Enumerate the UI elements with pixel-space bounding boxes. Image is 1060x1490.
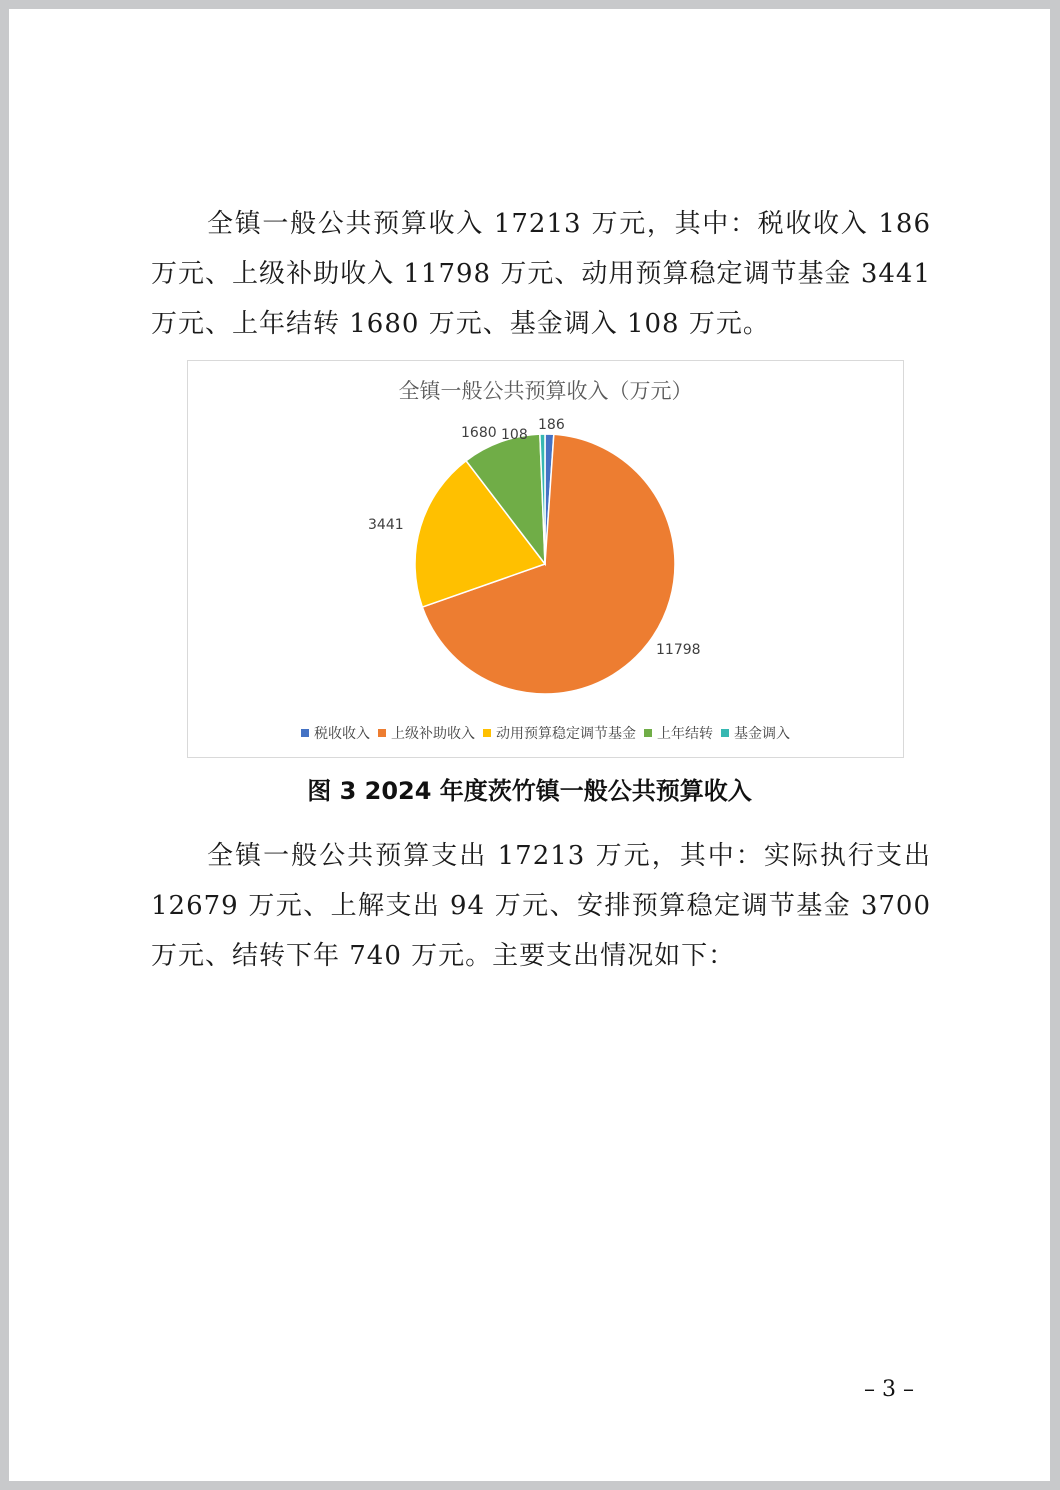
income-pie-chart: [187, 360, 904, 758]
chart-legend: [188, 723, 903, 743]
data-label-3: 3441: [368, 517, 404, 533]
legend-item-5: [721, 723, 790, 743]
pie-svg: [188, 361, 903, 757]
figure-caption: 图 3 2024 年度茨竹镇一般公共预算收入: [307, 777, 752, 805]
legend-label-4: 上年结转: [657, 726, 713, 742]
legend-label-2: 上级补助收入: [391, 726, 475, 742]
legend-label-1: 税收收入: [314, 726, 370, 742]
legend-swatch-1: [301, 729, 309, 737]
legend-swatch-5: [721, 729, 729, 737]
data-label-1: 186: [538, 417, 565, 433]
legend-label-3: 动用预算稳定调节基金: [496, 726, 636, 742]
legend-item-4: [644, 723, 713, 743]
legend-item-3: [483, 723, 636, 743]
legend-item-1: [301, 723, 370, 743]
data-label-5: 108: [501, 427, 528, 443]
data-label-2: 11798: [656, 642, 701, 658]
document-page: [9, 9, 1050, 1481]
legend-swatch-4: [644, 729, 652, 737]
legend-swatch-3: [483, 729, 491, 737]
chart-title: 全镇一般公共预算收入（万元）: [398, 379, 693, 403]
page-number: – 3 –: [864, 1377, 914, 1402]
data-label-4: 1680: [461, 425, 497, 441]
expenditure-paragraph: 全镇一般公共预算支出 17213 万元，其中：实际执行支出 12679 万元、上解支出 94 万元、安排预算稳定调节基金 3700 万元、结转下年 740 万元。主要支出情况如下：: [151, 841, 931, 971]
legend-item-2: [378, 723, 475, 743]
legend-swatch-2: [378, 729, 386, 737]
legend-label-5: 基金调入: [734, 726, 790, 742]
income-paragraph: 全镇一般公共预算收入 17213 万元，其中：税收收入 186 万元、上级补助收入 11798 万元、动用预算稳定调节基金 3441 万元、上年结转 1680 万元、基金调入 108 万元。: [151, 209, 931, 339]
